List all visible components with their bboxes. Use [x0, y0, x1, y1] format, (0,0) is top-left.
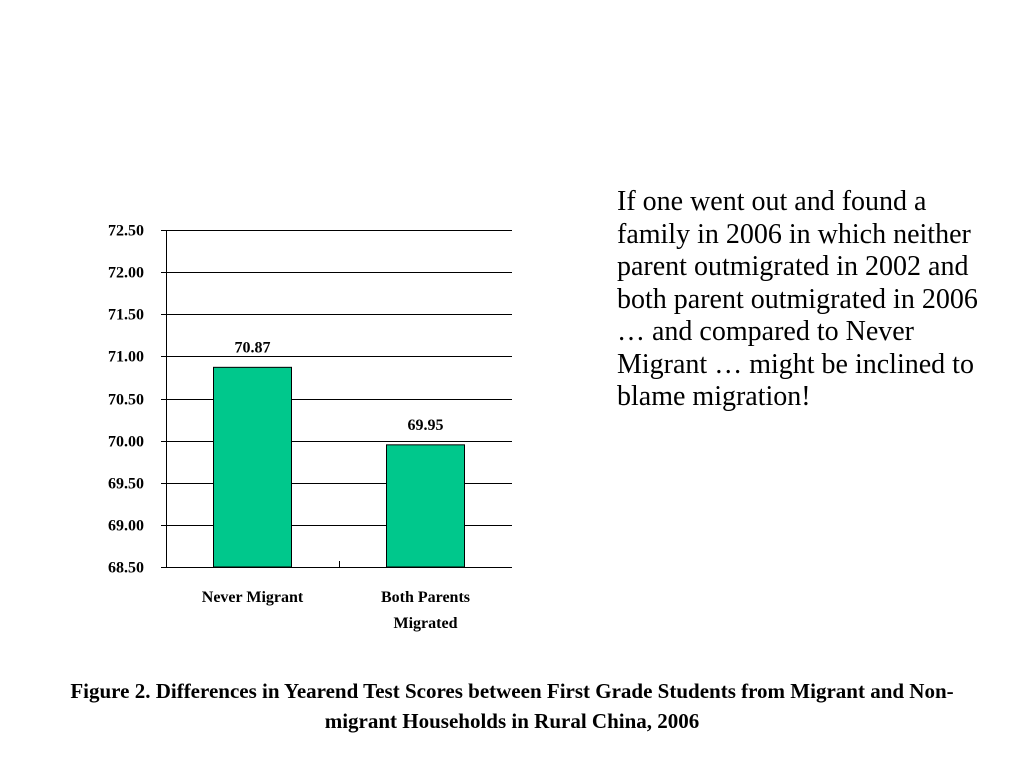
category-label-line: Both Parents: [380, 589, 471, 606]
y-tick-label: 72.50: [108, 222, 144, 240]
y-tick-label: 68.50: [108, 559, 144, 577]
y-tick-label: 70.50: [108, 391, 144, 409]
y-tick-labels: [108, 223, 144, 577]
y-tick-label: 69.50: [108, 475, 144, 493]
y-tick-label: 72.00: [108, 264, 144, 282]
category-label-line: Migrated: [393, 615, 458, 632]
y-tick-label: 70.00: [108, 433, 144, 451]
category-label-both-parents-migrated: [356, 585, 496, 637]
y-tick-label: 69.00: [108, 517, 144, 535]
y-tick-label: 71.50: [108, 306, 144, 324]
data-label: 70.87: [234, 339, 271, 357]
bars: [214, 367, 465, 567]
category-label-line: Never Migrant: [201, 589, 304, 606]
side-note-text: If one went out and found a family in 2006 in which neither parent outmigrated in 2002 and both parent outmigrated in 2006 … and compared to Never Migrant … might be inclined to blame migration!: [617, 186, 978, 412]
category-label-never-migrant: [183, 585, 323, 611]
bar-never-migrant: [214, 367, 292, 567]
y-tick-label: 71.00: [108, 348, 144, 366]
bar-both-parents-migrated: [387, 445, 465, 567]
data-label: 69.95: [407, 416, 444, 434]
figure-caption: Figure 2. Differences in Yearend Test Scores between First Grade Students from Migrant and Non-migrant Households in Rural China, 2006: [70, 679, 954, 733]
